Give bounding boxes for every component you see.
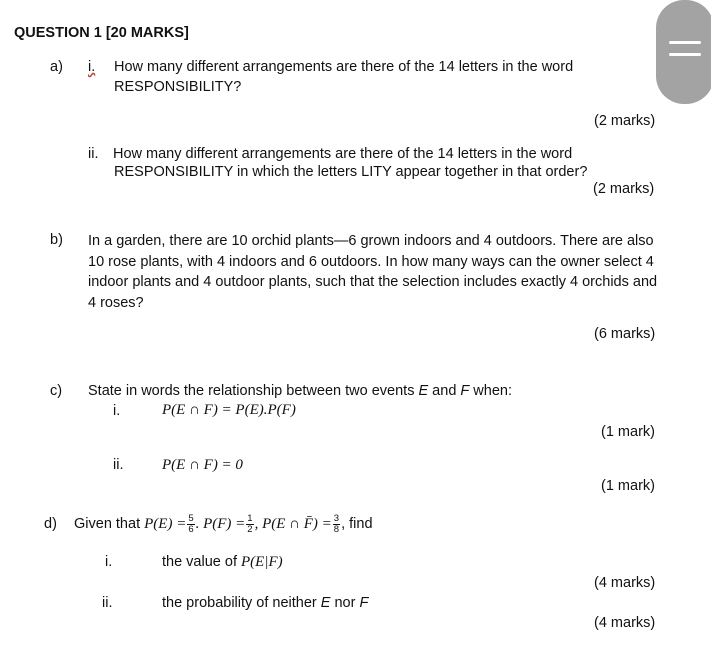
part-a-i-marks: (2 marks) (594, 113, 656, 129)
part-a-ii-label: ii. (88, 146, 99, 162)
part-a-i-label: i. (88, 59, 96, 75)
part-d-ii-nor: nor (330, 595, 360, 611)
pf-expression: . P(F) = (195, 516, 246, 532)
part-a-i-line2: RESPONSIBILITY? (114, 79, 242, 95)
part-c-intro-pre: State in words the relationship between two events (88, 383, 419, 399)
part-a-label: a) (50, 59, 63, 75)
question-title: QUESTION 1 [20 MARKS] (14, 25, 189, 41)
pef-expression: , P(E ∩ F̄) = (254, 516, 332, 532)
part-c-intro-and: and (428, 383, 461, 399)
event-e: E (418, 383, 429, 399)
part-d-find: , find (341, 516, 373, 532)
part-d-given (74, 510, 373, 538)
part-c-i-formula: P(E ∩ F) = P(E).P(F) (162, 402, 296, 418)
part-a-ii-line2: RESPONSIBILITY in which the letters LITY appear together in that order? (114, 164, 588, 180)
part-d-given-text: Given that (74, 516, 141, 532)
part-a-ii-line1: How many different arrangements are there of the 14 letters in the word (113, 146, 573, 162)
pf-denominator: 2 (247, 523, 253, 535)
pf-fraction (246, 514, 253, 535)
part-c-intro (88, 383, 512, 399)
pef-numerator: 3 (333, 512, 340, 524)
part-d-ii-e: E (320, 595, 331, 611)
part-d-ii-text (162, 595, 368, 611)
part-c-i-marks: (1 mark) (601, 424, 655, 440)
pef-fraction (333, 514, 340, 535)
handle-bar-bottom (669, 53, 701, 56)
part-b-text: In a garden, there are 10 orchid plants—6 grown indoors and 4 outdoors. There are also 10 rose plants, with 4 indoors and 6 outdoors. In how many ways can the owner select 4 indoor plants and 4 outdoor plants, such that the selection includes exactly 4 orchids and 4 roses? (88, 233, 658, 311)
part-c-label: c) (50, 383, 63, 399)
part-d-ii-pre: the probability of neither (162, 595, 321, 611)
drag-handle-icon[interactable] (656, 0, 711, 104)
pef-denominator: 8 (333, 523, 340, 535)
part-d-i-label: i. (105, 554, 113, 570)
part-d-i-marks: (4 marks) (594, 575, 656, 591)
pe-numerator: 5 (188, 512, 194, 524)
handle-bar-top (669, 41, 701, 44)
part-c-ii-label: ii. (113, 457, 124, 473)
part-d-i-text: the value of (162, 554, 237, 570)
part-a-ii-marks: (2 marks) (593, 181, 655, 197)
pe-expression: P(E) = (144, 516, 187, 532)
part-d-i-text-wrap (162, 554, 283, 571)
pe-denominator: 6 (188, 523, 194, 535)
part-c-ii-marks: (1 mark) (601, 478, 655, 494)
event-f: F (460, 383, 470, 399)
part-d-ii-marks: (4 marks) (594, 615, 656, 631)
part-d-label: d) (44, 516, 57, 532)
part-c-ii-formula: P(E ∩ F) = 0 (162, 457, 243, 473)
part-b-label: b) (50, 232, 63, 248)
part-c-intro-post: when: (469, 383, 512, 399)
part-d-i-formula: P(E|F) (241, 554, 283, 570)
part-a-i-line1: How many different arrangements are there of the 14 letters in the word (114, 59, 574, 75)
part-d-ii-f: F (359, 595, 369, 611)
pe-fraction (187, 514, 194, 535)
part-d-ii-label: ii. (102, 595, 113, 611)
part-b-marks: (6 marks) (594, 326, 656, 342)
part-c-i-label: i. (113, 403, 121, 419)
pf-numerator: 1 (247, 512, 253, 524)
